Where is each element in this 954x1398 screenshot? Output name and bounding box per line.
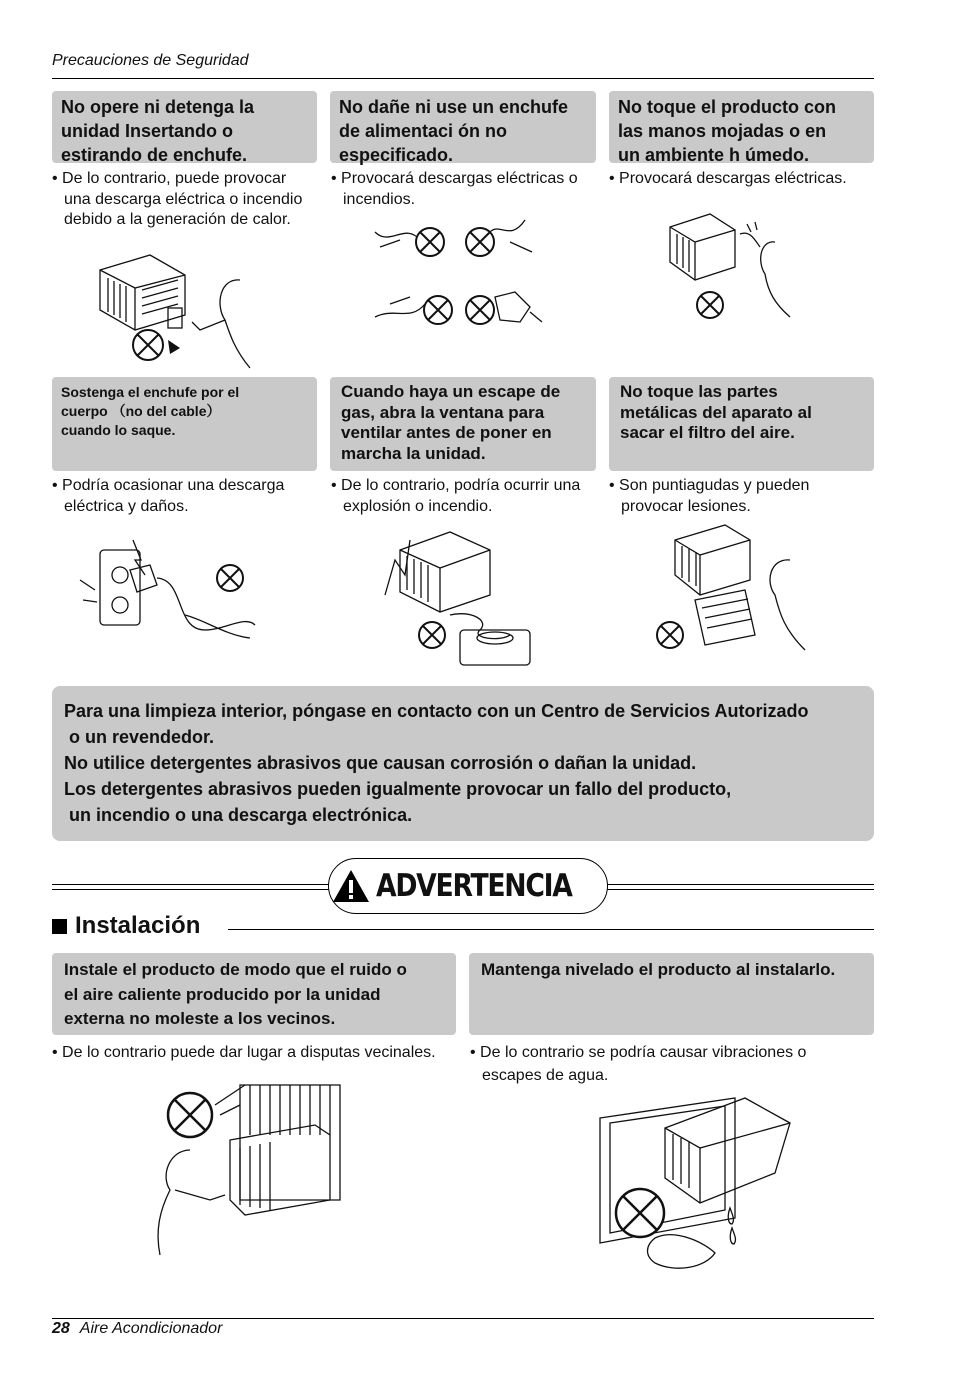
caution-title-line: unidad Insertando o bbox=[61, 121, 234, 141]
caution-title-line: las manos mojadas o en bbox=[618, 121, 827, 141]
caution-title-line: Cuando haya un escape de bbox=[341, 382, 561, 401]
prohibited-icon bbox=[697, 292, 723, 318]
caution-title-line: ventilar antes de poner en bbox=[341, 423, 552, 442]
caution-title-1 bbox=[52, 91, 317, 163]
caution-title-4 bbox=[52, 377, 317, 471]
prohibited-icon bbox=[133, 330, 163, 360]
square-bullet-icon bbox=[52, 919, 67, 934]
installation-title-1 bbox=[52, 953, 456, 1035]
header-rule bbox=[52, 78, 874, 79]
caution-title-line: un ambiente h úmedo. bbox=[618, 145, 810, 165]
caution-title-line: marcha la unidad. bbox=[341, 443, 486, 463]
installation-heading bbox=[52, 912, 200, 940]
notice-line: o un revendedor. bbox=[64, 727, 215, 747]
warning-rule-right-1 bbox=[604, 884, 874, 885]
installation-title-2 bbox=[469, 953, 874, 1035]
illustration-gas-leak bbox=[380, 520, 550, 680]
installation-title-line: Instale el producto de modo que el ruido o bbox=[64, 960, 407, 979]
installation-desc-1 bbox=[52, 1042, 452, 1065]
caution-title-line: No dañe ni use un enchufe bbox=[339, 97, 569, 117]
caution-title-line: de alimentaci ón no bbox=[339, 121, 508, 141]
illustration-level-install bbox=[595, 1078, 815, 1278]
prohibited-icon bbox=[616, 1189, 664, 1237]
warning-triangle-icon bbox=[332, 869, 370, 903]
notice-line: No utilice detergentes abrasivos que causan corrosión o dañan la unidad. bbox=[64, 753, 697, 773]
notice-line: Los detergentes abrasivos pueden igualmente provocar un fallo del producto, bbox=[64, 779, 732, 799]
caution-title-line: estirando de enchufe. bbox=[61, 145, 248, 165]
caution-desc-5 bbox=[331, 476, 596, 517]
illustration-plug-pull bbox=[90, 250, 260, 370]
caution-title-line: No toque el producto con bbox=[618, 97, 836, 117]
caution-desc-text: • De lo contrario, podría ocurrir una explosión o incendio. bbox=[331, 477, 581, 515]
footer-rule bbox=[52, 1318, 874, 1319]
caution-title-line: gas, abra la ventana para bbox=[341, 402, 545, 422]
caution-title-3 bbox=[609, 91, 874, 163]
prohibited-icon bbox=[416, 228, 494, 324]
caution-title-5 bbox=[330, 377, 596, 471]
section-title: Precauciones de Seguridad bbox=[52, 52, 249, 69]
caution-title-line: especificado. bbox=[339, 145, 454, 165]
installation-rule bbox=[228, 929, 874, 930]
page-footer bbox=[52, 1320, 222, 1338]
prohibited-icon bbox=[168, 1093, 212, 1137]
warning-label: ADVERTENCIA bbox=[376, 868, 572, 904]
caution-desc-text: • Podría ocasionar una descarga eléctrica y daños. bbox=[52, 477, 285, 515]
caution-title-line: sacar el filtro del aire. bbox=[620, 423, 795, 442]
caution-desc-text: • De lo contrario, puede provocar una descarga eléctrica o incendio debido a la generación de calor. bbox=[52, 170, 303, 228]
caution-title-6 bbox=[609, 377, 874, 471]
warning-rule-left-2 bbox=[52, 889, 332, 890]
caution-title-line: No opere ni detenga la bbox=[61, 97, 255, 117]
page-number: 28 bbox=[52, 1320, 70, 1337]
warning-banner bbox=[328, 858, 608, 914]
illustration-damaged-plug bbox=[370, 212, 540, 337]
caution-desc-2 bbox=[331, 169, 596, 210]
caution-desc-6 bbox=[609, 476, 874, 517]
installation-desc-text: • De lo contrario puede dar lugar a disputas vecinales. bbox=[52, 1044, 436, 1061]
prohibited-icon bbox=[419, 622, 445, 648]
prohibited-icon bbox=[657, 622, 683, 648]
caution-title-line: cuerpo （no del cable） bbox=[61, 403, 221, 419]
caution-desc-text: • Son puntiagudas y pueden provocar lesiones. bbox=[609, 477, 810, 515]
notice-line: Para una limpieza interior, póngase en contacto con un Centro de Servicios Autorizado bbox=[64, 701, 809, 721]
illustration-noise-neighbors bbox=[145, 1080, 355, 1260]
caution-desc-4 bbox=[52, 476, 317, 517]
installation-title-line: externa no moleste a los vecinos. bbox=[64, 1009, 336, 1028]
caution-title-line: cuando lo saque. bbox=[61, 422, 176, 438]
caution-desc-text: • Provocará descargas eléctricas o incendios. bbox=[331, 170, 578, 208]
warning-rule-left-1 bbox=[52, 884, 332, 885]
footer-product: Aire Acondicionador bbox=[79, 1320, 223, 1337]
caution-desc-3 bbox=[609, 169, 874, 190]
installation-title: Instalación bbox=[75, 912, 201, 939]
cleaning-notice bbox=[52, 686, 874, 841]
illustration-wet-hands bbox=[665, 212, 805, 322]
installation-desc-text: • De lo contrario se podría causar vibraciones o escapes de agua. bbox=[470, 1044, 807, 1084]
caution-title-line: Sostenga el enchufe por el bbox=[61, 384, 240, 400]
installation-title-line: Mantenga nivelado el producto al instalarlo. bbox=[481, 960, 836, 979]
illustration-metal-parts bbox=[650, 520, 820, 670]
illustration-hold-plug bbox=[75, 520, 265, 660]
warning-rule-right-2 bbox=[604, 889, 874, 890]
caution-title-line: metálicas del aparato al bbox=[620, 402, 812, 422]
caution-desc-text: • Provocará descargas eléctricas. bbox=[609, 170, 847, 187]
notice-line: un incendio o una descarga electrónica. bbox=[64, 805, 413, 825]
caution-title-2 bbox=[330, 91, 596, 163]
installation-title-line: el aire caliente producido por la unidad bbox=[64, 984, 381, 1004]
caution-title-line: No toque las partes bbox=[620, 382, 778, 401]
prohibited-icon bbox=[217, 565, 243, 591]
caution-desc-1 bbox=[52, 169, 317, 231]
